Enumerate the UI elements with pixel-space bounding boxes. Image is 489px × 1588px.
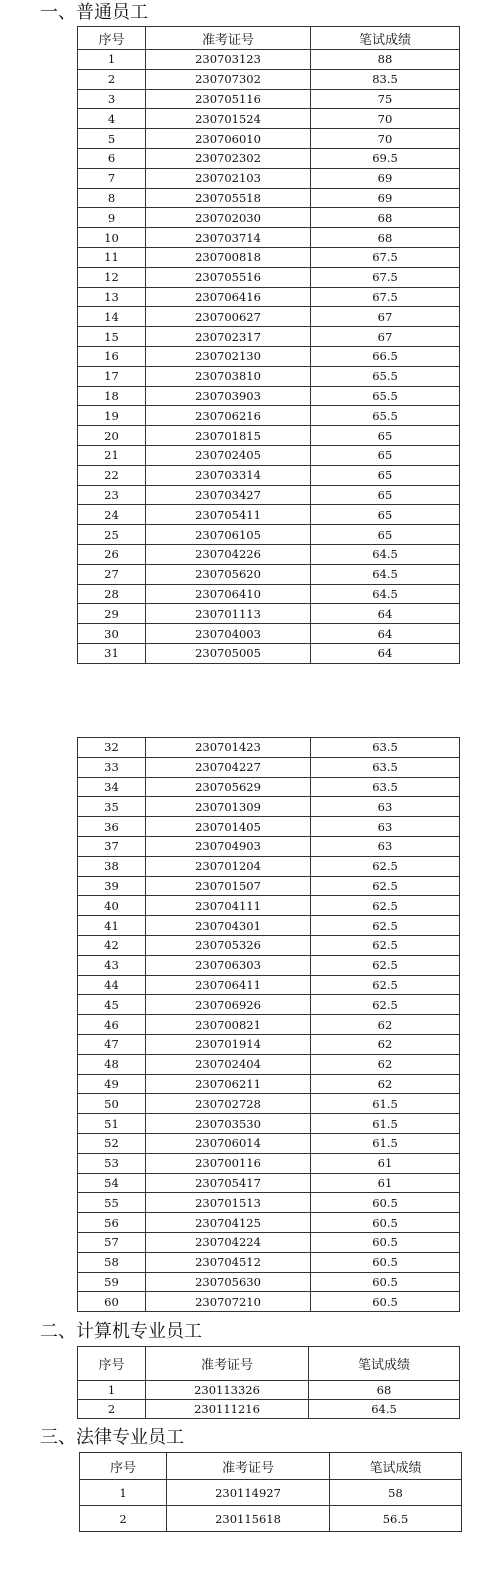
section-title-law: 三、法律专业员工 (40, 1427, 184, 1448)
cell-score: 62 (311, 1074, 460, 1094)
cell-exam-id: 230704903 (146, 836, 311, 856)
table-row (78, 777, 460, 797)
table-row (78, 935, 460, 955)
table-row (78, 797, 460, 817)
cell-score: 69.5 (311, 148, 460, 168)
cell-exam-id: 230705411 (146, 505, 311, 525)
table-row (78, 896, 460, 916)
cell-seq: 2 (80, 1506, 167, 1532)
cell-seq: 9 (78, 208, 146, 228)
header-seq: 序号 (78, 27, 146, 50)
cell-exam-id: 230701423 (146, 738, 311, 758)
table-row (80, 1506, 462, 1532)
cell-seq: 37 (78, 836, 146, 856)
cell-seq: 59 (78, 1272, 146, 1292)
cell-exam-id: 230706211 (146, 1074, 311, 1094)
cell-score: 61 (311, 1153, 460, 1173)
cell-seq: 17 (78, 366, 146, 386)
cell-exam-id: 230703427 (146, 485, 311, 505)
table-row (78, 168, 460, 188)
cell-score: 65 (311, 445, 460, 465)
cell-exam-id: 230700818 (146, 247, 311, 267)
cell-exam-id: 230701309 (146, 797, 311, 817)
cell-score: 65 (311, 485, 460, 505)
cell-score: 62 (311, 1054, 460, 1074)
cell-score: 65.5 (311, 406, 460, 426)
cell-exam-id: 230706303 (146, 955, 311, 975)
table-row (78, 955, 460, 975)
cell-score: 62.5 (311, 935, 460, 955)
cell-exam-id: 230700116 (146, 1153, 311, 1173)
table-row (78, 148, 460, 168)
table-row (78, 1114, 460, 1134)
cell-seq: 50 (78, 1094, 146, 1114)
cell-seq: 51 (78, 1114, 146, 1134)
table-row (78, 738, 460, 758)
computer-staff-table (77, 1346, 460, 1419)
table-row (78, 505, 460, 525)
cell-seq: 14 (78, 307, 146, 327)
cell-score: 67.5 (311, 267, 460, 287)
table-row (78, 327, 460, 347)
cell-score: 62.5 (311, 955, 460, 975)
cell-exam-id: 230703714 (146, 228, 311, 248)
table-row (78, 836, 460, 856)
table-row (78, 1381, 460, 1400)
cell-seq: 41 (78, 916, 146, 936)
cell-seq: 55 (78, 1193, 146, 1213)
table-header-row (78, 27, 460, 50)
table-row (78, 544, 460, 564)
table-row (78, 856, 460, 876)
table-row (78, 757, 460, 777)
cell-seq: 34 (78, 777, 146, 797)
table-row (78, 1400, 460, 1419)
cell-exam-id: 230702030 (146, 208, 311, 228)
cell-exam-id: 230701405 (146, 817, 311, 837)
cell-exam-id: 230702317 (146, 327, 311, 347)
cell-seq: 15 (78, 327, 146, 347)
header-score: 笔试成绩 (309, 1347, 460, 1381)
cell-score: 60.5 (311, 1272, 460, 1292)
table-row (78, 267, 460, 287)
cell-score: 61.5 (311, 1094, 460, 1114)
table-row (78, 445, 460, 465)
table-row (78, 188, 460, 208)
table-row (78, 366, 460, 386)
cell-exam-id: 230705630 (146, 1272, 311, 1292)
table-row (78, 346, 460, 366)
cell-score: 61.5 (311, 1114, 460, 1134)
cell-exam-id: 230704224 (146, 1232, 311, 1252)
cell-seq: 36 (78, 817, 146, 837)
cell-exam-id: 230707302 (146, 69, 311, 89)
cell-score: 63 (311, 817, 460, 837)
header-exam-id: 准考证号 (146, 1347, 309, 1381)
table-row (78, 876, 460, 896)
cell-seq: 26 (78, 544, 146, 564)
table-row (78, 485, 460, 505)
cell-exam-id: 230704111 (146, 896, 311, 916)
cell-score: 64.5 (309, 1400, 460, 1419)
cell-seq: 60 (78, 1292, 146, 1312)
cell-score: 62.5 (311, 856, 460, 876)
cell-seq: 12 (78, 267, 146, 287)
table-row (78, 406, 460, 426)
cell-exam-id: 230700821 (146, 1015, 311, 1035)
cell-seq: 42 (78, 935, 146, 955)
cell-exam-id: 230705417 (146, 1173, 311, 1193)
cell-exam-id: 230703810 (146, 366, 311, 386)
cell-score: 64 (311, 604, 460, 624)
cell-score: 66.5 (311, 346, 460, 366)
cell-seq: 1 (78, 50, 146, 70)
cell-seq: 52 (78, 1133, 146, 1153)
cell-seq: 32 (78, 738, 146, 758)
cell-score: 56.5 (330, 1506, 462, 1532)
cell-seq: 16 (78, 346, 146, 366)
cell-seq: 46 (78, 1015, 146, 1035)
cell-seq: 8 (78, 188, 146, 208)
table-row (78, 129, 460, 149)
cell-seq: 23 (78, 485, 146, 505)
table-header-row (80, 1453, 462, 1480)
cell-seq: 56 (78, 1213, 146, 1233)
table-row (78, 1034, 460, 1054)
table-row (78, 228, 460, 248)
cell-seq: 43 (78, 955, 146, 975)
cell-seq: 10 (78, 228, 146, 248)
header-exam-id: 准考证号 (167, 1453, 330, 1480)
table-row (78, 1094, 460, 1114)
cell-score: 67 (311, 307, 460, 327)
table-row (78, 1252, 460, 1272)
cell-exam-id: 230705116 (146, 89, 311, 109)
table-row (78, 386, 460, 406)
table-row (78, 1015, 460, 1035)
table-row (78, 1074, 460, 1094)
table-row (78, 817, 460, 837)
cell-exam-id: 230705326 (146, 935, 311, 955)
cell-exam-id: 230114927 (167, 1480, 330, 1506)
cell-seq: 31 (78, 643, 146, 663)
cell-score: 65.5 (311, 366, 460, 386)
cell-seq: 29 (78, 604, 146, 624)
cell-score: 75 (311, 89, 460, 109)
cell-seq: 20 (78, 426, 146, 446)
cell-seq: 40 (78, 896, 146, 916)
table-row (78, 1272, 460, 1292)
cell-seq: 27 (78, 564, 146, 584)
table-row (78, 995, 460, 1015)
general-staff-table-page2 (77, 737, 460, 1312)
table-row (78, 564, 460, 584)
cell-score: 61.5 (311, 1133, 460, 1153)
table-row (78, 1232, 460, 1252)
cell-score: 69 (311, 188, 460, 208)
cell-exam-id: 230702404 (146, 1054, 311, 1074)
cell-score: 62.5 (311, 975, 460, 995)
cell-exam-id: 230701113 (146, 604, 311, 624)
table-row (78, 1292, 460, 1312)
cell-exam-id: 230706416 (146, 287, 311, 307)
table-row (78, 50, 460, 70)
section-title-general: 一、普通员工 (40, 2, 148, 23)
table-row (78, 604, 460, 624)
cell-score: 65 (311, 426, 460, 446)
header-seq: 序号 (80, 1453, 167, 1480)
table-row (78, 584, 460, 604)
cell-seq: 44 (78, 975, 146, 995)
cell-score: 67.5 (311, 247, 460, 267)
cell-score: 70 (311, 109, 460, 129)
cell-score: 60.5 (311, 1232, 460, 1252)
cell-exam-id: 230705516 (146, 267, 311, 287)
cell-exam-id: 230706926 (146, 995, 311, 1015)
cell-score: 65 (311, 525, 460, 545)
section-title-computer: 二、计算机专业员工 (40, 1321, 202, 1342)
cell-exam-id: 230702405 (146, 445, 311, 465)
table-row (78, 1054, 460, 1074)
table-row (80, 1480, 462, 1506)
cell-score: 63.5 (311, 777, 460, 797)
cell-seq: 5 (78, 129, 146, 149)
header-exam-id: 准考证号 (146, 27, 311, 50)
cell-score: 65.5 (311, 386, 460, 406)
cell-exam-id: 230701507 (146, 876, 311, 896)
cell-seq: 49 (78, 1074, 146, 1094)
table-row (78, 1173, 460, 1193)
cell-seq: 58 (78, 1252, 146, 1272)
cell-exam-id: 230706411 (146, 975, 311, 995)
cell-score: 58 (330, 1480, 462, 1506)
cell-seq: 28 (78, 584, 146, 604)
cell-score: 62 (311, 1034, 460, 1054)
table-row (78, 525, 460, 545)
cell-exam-id: 230706105 (146, 525, 311, 545)
table-row (78, 208, 460, 228)
cell-exam-id: 230704227 (146, 757, 311, 777)
cell-seq: 35 (78, 797, 146, 817)
table-row (78, 1153, 460, 1173)
cell-score: 64.5 (311, 564, 460, 584)
cell-score: 88 (311, 50, 460, 70)
cell-score: 60.5 (311, 1252, 460, 1272)
cell-seq: 22 (78, 465, 146, 485)
cell-score: 61 (311, 1173, 460, 1193)
cell-seq: 54 (78, 1173, 146, 1193)
cell-seq: 1 (80, 1480, 167, 1506)
cell-score: 65 (311, 465, 460, 485)
cell-score: 62.5 (311, 995, 460, 1015)
cell-seq: 2 (78, 1400, 146, 1419)
cell-seq: 48 (78, 1054, 146, 1074)
cell-exam-id: 230701914 (146, 1034, 311, 1054)
cell-seq: 38 (78, 856, 146, 876)
cell-exam-id: 230702130 (146, 346, 311, 366)
cell-exam-id: 230706014 (146, 1133, 311, 1153)
cell-exam-id: 230704003 (146, 624, 311, 644)
cell-seq: 19 (78, 406, 146, 426)
header-score: 笔试成绩 (311, 27, 460, 50)
cell-score: 64.5 (311, 584, 460, 604)
cell-seq: 30 (78, 624, 146, 644)
cell-score: 68 (309, 1381, 460, 1400)
cell-exam-id: 230704512 (146, 1252, 311, 1272)
cell-exam-id: 230705629 (146, 777, 311, 797)
cell-seq: 11 (78, 247, 146, 267)
cell-score: 83.5 (311, 69, 460, 89)
cell-exam-id: 230704226 (146, 544, 311, 564)
cell-exam-id: 230702728 (146, 1094, 311, 1114)
cell-exam-id: 230705005 (146, 643, 311, 663)
cell-score: 64.5 (311, 544, 460, 564)
cell-exam-id: 230706410 (146, 584, 311, 604)
cell-exam-id: 230701815 (146, 426, 311, 446)
cell-seq: 18 (78, 386, 146, 406)
cell-seq: 21 (78, 445, 146, 465)
cell-score: 67.5 (311, 287, 460, 307)
table-row (78, 426, 460, 446)
cell-score: 63.5 (311, 757, 460, 777)
cell-score: 60.5 (311, 1193, 460, 1213)
cell-score: 64 (311, 624, 460, 644)
table-row (78, 109, 460, 129)
cell-score: 69 (311, 168, 460, 188)
table-row (78, 69, 460, 89)
cell-exam-id: 230700627 (146, 307, 311, 327)
cell-score: 68 (311, 208, 460, 228)
cell-exam-id: 230704301 (146, 916, 311, 936)
table-row (78, 247, 460, 267)
table-row (78, 465, 460, 485)
table-row (78, 1133, 460, 1153)
cell-score: 70 (311, 129, 460, 149)
cell-seq: 6 (78, 148, 146, 168)
table-header-row (78, 1347, 460, 1381)
table-row (78, 624, 460, 644)
cell-seq: 25 (78, 525, 146, 545)
cell-score: 63 (311, 836, 460, 856)
cell-seq: 33 (78, 757, 146, 777)
cell-seq: 4 (78, 109, 146, 129)
cell-seq: 3 (78, 89, 146, 109)
cell-exam-id: 230703530 (146, 1114, 311, 1134)
cell-exam-id: 230702302 (146, 148, 311, 168)
table-row (78, 307, 460, 327)
table-row (78, 643, 460, 663)
cell-seq: 39 (78, 876, 146, 896)
cell-seq: 53 (78, 1153, 146, 1173)
cell-exam-id: 230701513 (146, 1193, 311, 1213)
general-staff-table-page1 (77, 26, 460, 664)
cell-exam-id: 230706216 (146, 406, 311, 426)
cell-score: 60.5 (311, 1213, 460, 1233)
table-row (78, 1213, 460, 1233)
table-row (78, 1193, 460, 1213)
cell-seq: 47 (78, 1034, 146, 1054)
cell-score: 67 (311, 327, 460, 347)
cell-seq: 2 (78, 69, 146, 89)
table-row (78, 89, 460, 109)
cell-exam-id: 230707210 (146, 1292, 311, 1312)
cell-exam-id: 230705620 (146, 564, 311, 584)
cell-seq: 24 (78, 505, 146, 525)
header-seq: 序号 (78, 1347, 146, 1381)
cell-exam-id: 230701204 (146, 856, 311, 876)
cell-exam-id: 230706010 (146, 129, 311, 149)
cell-score: 62.5 (311, 896, 460, 916)
cell-score: 63.5 (311, 738, 460, 758)
cell-exam-id: 230111216 (146, 1400, 309, 1419)
cell-seq: 1 (78, 1381, 146, 1400)
cell-exam-id: 230703123 (146, 50, 311, 70)
cell-score: 64 (311, 643, 460, 663)
cell-exam-id: 230705518 (146, 188, 311, 208)
cell-exam-id: 230113326 (146, 1381, 309, 1400)
cell-score: 62.5 (311, 916, 460, 936)
cell-score: 68 (311, 228, 460, 248)
cell-exam-id: 230115618 (167, 1506, 330, 1532)
law-staff-table (79, 1452, 462, 1532)
cell-exam-id: 230702103 (146, 168, 311, 188)
cell-exam-id: 230703314 (146, 465, 311, 485)
cell-score: 62.5 (311, 876, 460, 896)
cell-exam-id: 230704125 (146, 1213, 311, 1233)
cell-seq: 7 (78, 168, 146, 188)
table-row (78, 287, 460, 307)
cell-seq: 45 (78, 995, 146, 1015)
cell-seq: 13 (78, 287, 146, 307)
cell-score: 63 (311, 797, 460, 817)
cell-score: 65 (311, 505, 460, 525)
cell-score: 62 (311, 1015, 460, 1035)
cell-exam-id: 230701524 (146, 109, 311, 129)
header-score: 笔试成绩 (330, 1453, 462, 1480)
cell-score: 60.5 (311, 1292, 460, 1312)
cell-seq: 57 (78, 1232, 146, 1252)
cell-exam-id: 230703903 (146, 386, 311, 406)
table-row (78, 916, 460, 936)
table-row (78, 975, 460, 995)
